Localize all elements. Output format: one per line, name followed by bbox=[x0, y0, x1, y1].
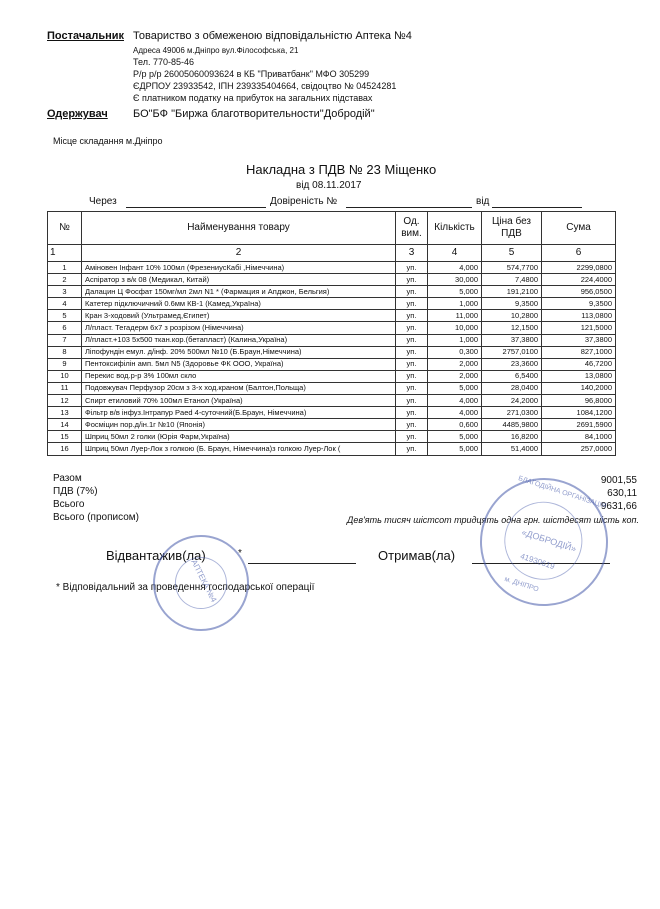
row-price: 10,2800 bbox=[482, 310, 542, 322]
row-number: 15 bbox=[48, 431, 82, 443]
row-sum: 2299,0800 bbox=[542, 262, 616, 274]
table-row bbox=[48, 334, 616, 346]
row-quantity: 11,000 bbox=[428, 310, 482, 322]
subtotal-label: Разом bbox=[53, 473, 82, 484]
row-quantity: 4,000 bbox=[428, 395, 482, 407]
row-unit: уп. bbox=[396, 322, 428, 334]
header-product-name: Найменування товару bbox=[82, 212, 396, 245]
table-row bbox=[48, 322, 616, 334]
row-product-name: Аміновен Інфант 10% 100мл (ФрезениусКабі ,Німеччина) bbox=[82, 262, 396, 274]
power-of-attorney-line bbox=[346, 207, 472, 208]
row-number: 10 bbox=[48, 370, 82, 382]
col-number-6: 6 bbox=[542, 245, 616, 262]
row-price: 51,4000 bbox=[482, 443, 542, 455]
row-sum: 257,0000 bbox=[542, 443, 616, 455]
row-price: 24,2000 bbox=[482, 395, 542, 407]
row-quantity: 5,000 bbox=[428, 286, 482, 298]
shipped-by-label: Відвантажив(ла) bbox=[106, 548, 206, 563]
row-quantity: 4,000 bbox=[428, 407, 482, 419]
col-number-4: 4 bbox=[428, 245, 482, 262]
row-number: 14 bbox=[48, 419, 82, 431]
row-quantity: 5,000 bbox=[428, 431, 482, 443]
row-price: 28,0400 bbox=[482, 382, 542, 394]
supplier-address: Адреса 49006 м.Дніпро вул.Філософська, 21 bbox=[133, 46, 299, 55]
row-price: 6,5400 bbox=[482, 370, 542, 382]
row-price: 23,3600 bbox=[482, 358, 542, 370]
shipped-by-signature-line bbox=[248, 563, 356, 564]
invoice-table-body bbox=[48, 262, 616, 456]
place-of-issue: Місце складання м.Дніпро bbox=[53, 136, 163, 146]
row-unit: уп. bbox=[396, 395, 428, 407]
table-row bbox=[48, 431, 616, 443]
document-title: Накладна з ПДВ № 23 Міщенко bbox=[246, 162, 437, 177]
supplier-phone: Тел. 770-85-46 bbox=[133, 57, 194, 67]
row-product-name: Л/пласт. Тегадерм 6х7 з розрізом (Німеччина) bbox=[82, 322, 396, 334]
from-label: від bbox=[476, 196, 490, 207]
row-price: 7,4800 bbox=[482, 274, 542, 286]
col-number-3: 3 bbox=[396, 245, 428, 262]
row-product-name: Пентоксифілін амп. 5мл N5 (Здоровье ФК ООО, Україна) bbox=[82, 358, 396, 370]
header-price: Ціна без ПДВ bbox=[482, 212, 542, 245]
row-unit: уп. bbox=[396, 274, 428, 286]
supplier-label: Постачальник bbox=[47, 30, 124, 42]
row-quantity: 5,000 bbox=[428, 382, 482, 394]
table-row bbox=[48, 370, 616, 382]
row-sum: 224,4000 bbox=[542, 274, 616, 286]
row-price: 12,1500 bbox=[482, 322, 542, 334]
row-unit: уп. bbox=[396, 334, 428, 346]
row-price: 271,0300 bbox=[482, 407, 542, 419]
row-unit: уп. bbox=[396, 298, 428, 310]
row-sum: 827,1000 bbox=[542, 346, 616, 358]
row-number: 5 bbox=[48, 310, 82, 322]
row-sum: 140,2000 bbox=[542, 382, 616, 394]
vat-value: 630,11 bbox=[607, 488, 637, 499]
header-unit: Од. вим. bbox=[396, 212, 428, 245]
table-row bbox=[48, 382, 616, 394]
row-product-name: Аспіратор з в/к 08 (Медикал, Китай) bbox=[82, 274, 396, 286]
supplier-tax-status: Є платником податку на прибуток на загальних підставах bbox=[133, 93, 373, 103]
row-unit: уп. bbox=[396, 262, 428, 274]
row-sum: 46,7200 bbox=[542, 358, 616, 370]
row-product-name: Далацин Ц Фосфат 150мг/мл 2мл N1 * (Фармация и Апджон, Бельгия) bbox=[82, 286, 396, 298]
row-sum: 13,0800 bbox=[542, 370, 616, 382]
row-quantity: 4,000 bbox=[428, 262, 482, 274]
header-quantity: Кількість bbox=[428, 212, 482, 245]
row-price: 16,8200 bbox=[482, 431, 542, 443]
table-row bbox=[48, 274, 616, 286]
recipient-name: БО"БФ "Биржа благотворительности"Добродій" bbox=[133, 108, 375, 120]
col-number-1: 1 bbox=[48, 245, 82, 262]
row-sum: 2691,5900 bbox=[542, 419, 616, 431]
via-label: Через bbox=[89, 196, 117, 207]
recipient-stamp-center-text: «ДОБРОДІЙ» bbox=[520, 526, 578, 555]
row-unit: уп. bbox=[396, 310, 428, 322]
received-by-label: Отримав(ла) bbox=[378, 548, 456, 563]
shipped-by-mark: * bbox=[238, 548, 242, 559]
row-price: 4485,9800 bbox=[482, 419, 542, 431]
total-in-words-label: Всього (прописом) bbox=[53, 512, 139, 523]
recipient-stamp-ring-text: БЛАГОДІЙНА ОРГАНІЗАЦІЯ bbox=[517, 475, 608, 511]
row-number: 16 bbox=[48, 443, 82, 455]
row-quantity: 10,000 bbox=[428, 322, 482, 334]
supplier-account: Р/р р/р 26005060093624 в КБ "Приватбанк" МФО 305299 bbox=[133, 69, 370, 79]
supplier-stamp bbox=[144, 526, 258, 640]
total-in-words: Дев'ять тисяч шістсот тридцять одна грн. шістдесят шість коп. bbox=[347, 515, 639, 525]
recipient-stamp-city: м. ДНІПРО bbox=[503, 575, 540, 594]
row-sum: 956,0500 bbox=[542, 286, 616, 298]
row-sum: 37,3800 bbox=[542, 334, 616, 346]
supplier-name: Товариство з обмеженою відповідальністю Аптека №4 bbox=[133, 30, 412, 42]
row-sum: 121,5000 bbox=[542, 322, 616, 334]
row-quantity: 0,300 bbox=[428, 346, 482, 358]
row-unit: уп. bbox=[396, 431, 428, 443]
row-product-name: Фільтр в/в інфуз.Інтрапур Paed 4-суточний(Б.Браун, Німеччина) bbox=[82, 407, 396, 419]
row-number: 6 bbox=[48, 322, 82, 334]
supplier-codes: ЄДРПОУ 23933542, ІПН 239335404664, свідоцтво № 04524281 bbox=[133, 81, 397, 91]
row-number: 13 bbox=[48, 407, 82, 419]
row-unit: уп. bbox=[396, 443, 428, 455]
row-sum: 84,1000 bbox=[542, 431, 616, 443]
recipient-label: Одержувач bbox=[47, 108, 108, 120]
table-row bbox=[48, 443, 616, 455]
row-quantity: 0,600 bbox=[428, 419, 482, 431]
row-number: 7 bbox=[48, 334, 82, 346]
row-product-name: Шприц 50мл Луер-Лок з голкою (Б. Браун, Німеччина)з голкою Луер-Лок ( bbox=[82, 443, 396, 455]
row-price: 37,3800 bbox=[482, 334, 542, 346]
table-row bbox=[48, 358, 616, 370]
row-unit: уп. bbox=[396, 407, 428, 419]
via-line bbox=[126, 207, 266, 208]
table-row bbox=[48, 286, 616, 298]
row-number: 2 bbox=[48, 274, 82, 286]
row-product-name: Фосміцин пор.д/ін.1г №10 (Японія) bbox=[82, 419, 396, 431]
row-product-name: Кран 3-ходовий (Ультрамед,Єгипет) bbox=[82, 310, 396, 322]
table-row bbox=[48, 346, 616, 358]
row-product-name: Спирт етиловий 70% 100мл Етанол (Україна) bbox=[82, 395, 396, 407]
row-product-name: Подовжувач Перфузор 20см з 3-х ход.краном (Балтон,Польща) bbox=[82, 382, 396, 394]
row-price: 574,7700 bbox=[482, 262, 542, 274]
col-number-2: 2 bbox=[82, 245, 396, 262]
responsible-footnote: * Відповідальний за проведення господарської операції bbox=[56, 582, 315, 593]
table-row bbox=[48, 419, 616, 431]
from-line bbox=[492, 207, 582, 208]
row-number: 4 bbox=[48, 298, 82, 310]
col-number-5: 5 bbox=[482, 245, 542, 262]
row-number: 1 bbox=[48, 262, 82, 274]
row-quantity: 1,000 bbox=[428, 334, 482, 346]
header-sum: Сума bbox=[542, 212, 616, 245]
row-product-name: Шприц 50мл 2 голки (Юрія Фарм,Україна) bbox=[82, 431, 396, 443]
row-product-name: Л/пласт.+103 5х500 ткан.кор.(бетапласт) (Калина,Україна) bbox=[82, 334, 396, 346]
row-sum: 113,0800 bbox=[542, 310, 616, 322]
table-row bbox=[48, 310, 616, 322]
supplier-stamp-text: АПТЕКА №4 bbox=[189, 558, 219, 604]
row-number: 8 bbox=[48, 346, 82, 358]
document-date: від 08.11.2017 bbox=[296, 180, 362, 191]
table-row bbox=[48, 395, 616, 407]
row-unit: уп. bbox=[396, 370, 428, 382]
row-price: 2757,0100 bbox=[482, 346, 542, 358]
row-unit: уп. bbox=[396, 419, 428, 431]
row-number: 9 bbox=[48, 358, 82, 370]
row-quantity: 1,000 bbox=[428, 298, 482, 310]
row-price: 191,2100 bbox=[482, 286, 542, 298]
row-unit: уп. bbox=[396, 346, 428, 358]
table-row bbox=[48, 298, 616, 310]
row-sum: 9,3500 bbox=[542, 298, 616, 310]
row-product-name: Катетер підключичний 0.6мм КВ-1 (Камед,Україна) bbox=[82, 298, 396, 310]
row-unit: уп. bbox=[396, 286, 428, 298]
subtotal-value: 9001,55 bbox=[600, 475, 637, 486]
row-product-name: Перекис вод.р-р 3% 100мл скло bbox=[82, 370, 396, 382]
recipient-stamp-code: 41930619 bbox=[519, 551, 556, 572]
row-price: 9,3500 bbox=[482, 298, 542, 310]
row-quantity: 2,000 bbox=[428, 358, 482, 370]
row-quantity: 5,000 bbox=[428, 443, 482, 455]
total-label: Всього bbox=[53, 499, 85, 510]
row-number: 3 bbox=[48, 286, 82, 298]
row-number: 12 bbox=[48, 395, 82, 407]
row-sum: 1084,1200 bbox=[542, 407, 616, 419]
table-row bbox=[48, 407, 616, 419]
total-value: 9631,66 bbox=[600, 501, 637, 512]
row-sum: 96,8000 bbox=[542, 395, 616, 407]
row-quantity: 2,000 bbox=[428, 370, 482, 382]
row-unit: уп. bbox=[396, 358, 428, 370]
power-of-attorney-label: Довіреність № bbox=[270, 196, 338, 207]
vat-label: ПДВ (7%) bbox=[53, 486, 98, 497]
table-row bbox=[48, 262, 616, 274]
row-number: 11 bbox=[48, 382, 82, 394]
invoice-table bbox=[47, 211, 616, 456]
row-product-name: Ліпофундін емул. д/інф. 20% 500мл №10 (Б.Браун,Німеччина) bbox=[82, 346, 396, 358]
header-number: № bbox=[48, 212, 82, 245]
row-unit: уп. bbox=[396, 382, 428, 394]
row-quantity: 30,000 bbox=[428, 274, 482, 286]
